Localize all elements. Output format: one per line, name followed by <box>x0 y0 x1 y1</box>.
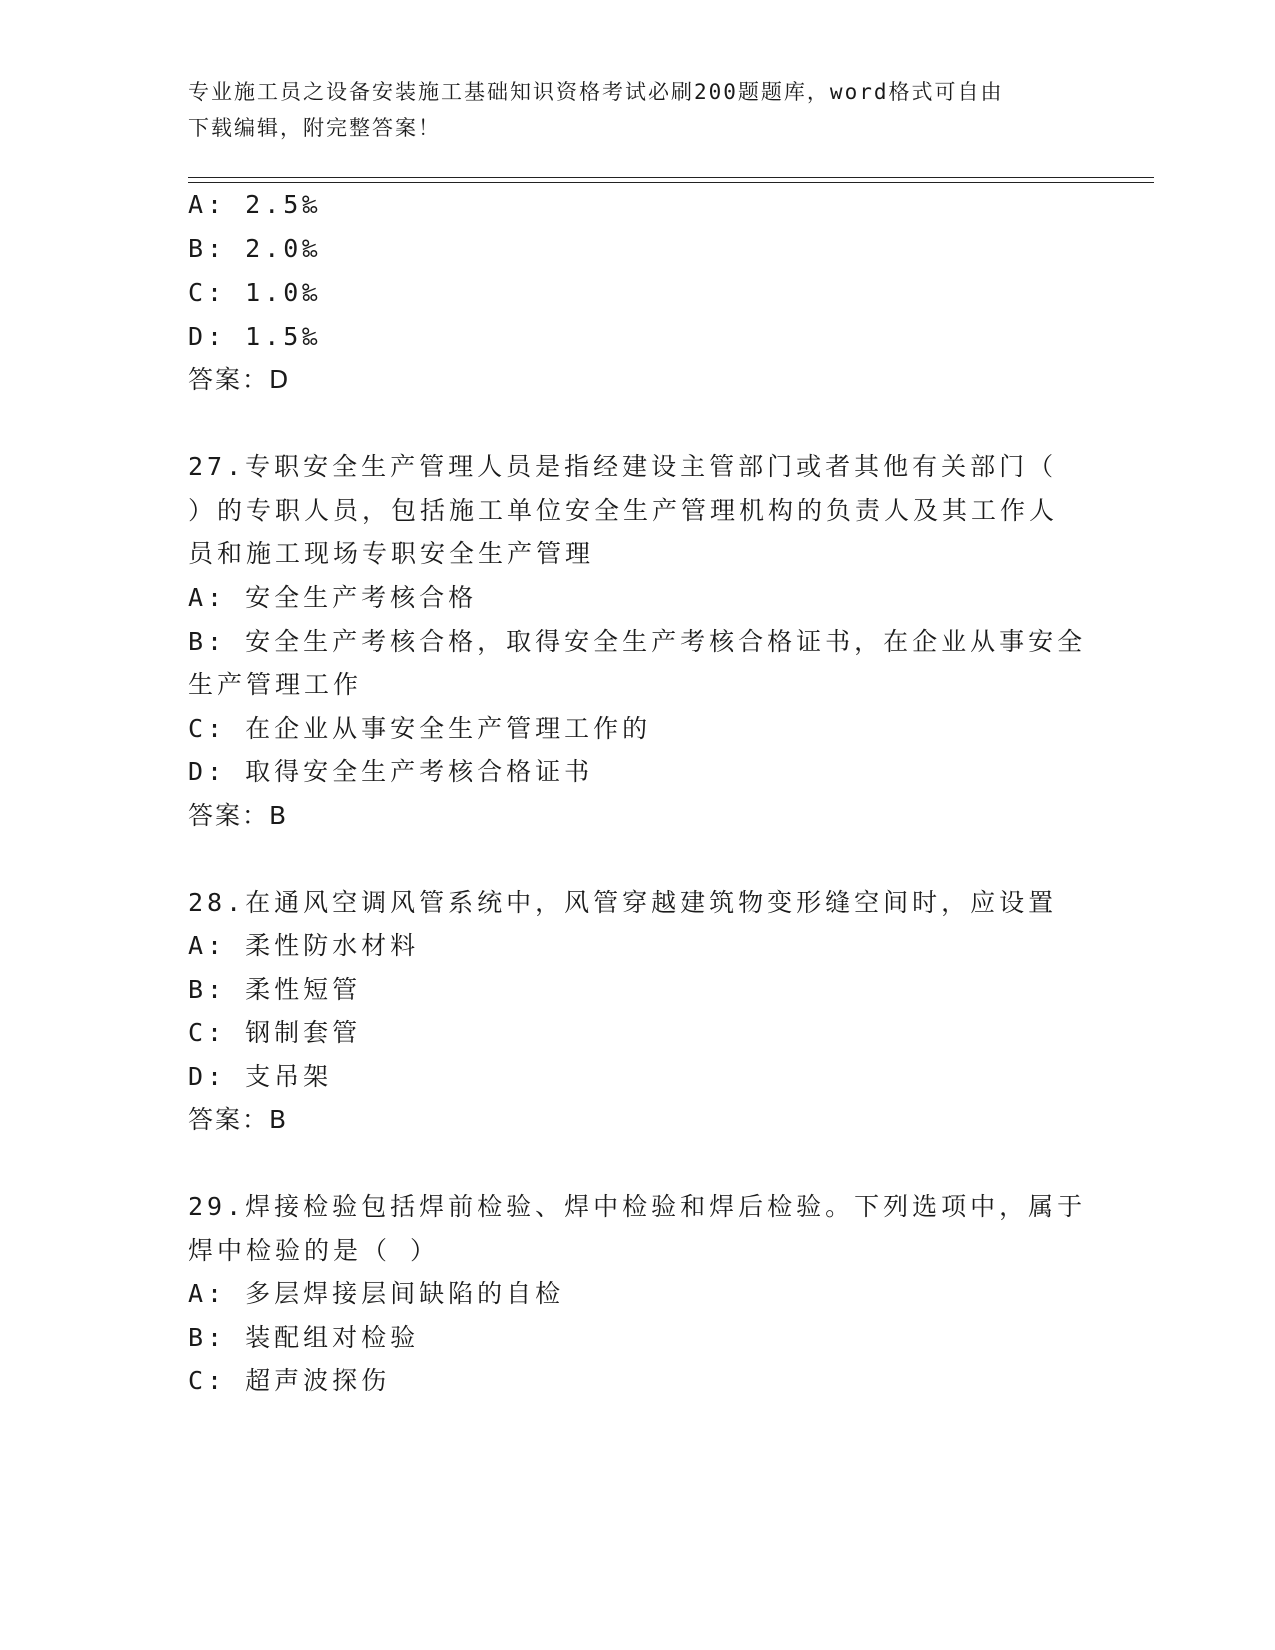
option-a: A: 柔性防水材料 <box>188 931 420 960</box>
option-b-line-1: B: 安全生产考核合格，取得安全生产考核合格证书，在企业从事安全 <box>188 627 1087 656</box>
question-stem-line-1: 29.焊接检验包括焊前检验、焊中检验和焊后检验。下列选项中，属于 <box>188 1192 1087 1221</box>
option-c: C: 超声波探伤 <box>188 1366 391 1395</box>
answer-line: 答案：B <box>188 1105 289 1134</box>
option-d: D: 1.5‰ <box>188 322 322 351</box>
header-title-line-2: 下载编辑，附完整答案！ <box>188 116 441 140</box>
option-a: A: 安全生产考核合格 <box>188 583 478 612</box>
header-title-line-1: 专业施工员之设备安装施工基础知识资格考试必刷200题题库，word格式可自由 <box>188 80 1004 104</box>
option-d: D: 取得安全生产考核合格证书 <box>188 757 594 786</box>
option-c: C: 在企业从事安全生产管理工作的 <box>188 714 652 743</box>
header-divider-top <box>188 177 1154 178</box>
answer-line: 答案：D <box>188 365 291 394</box>
header-divider-bottom <box>188 182 1154 183</box>
option-a: A: 多层焊接层间缺陷的自检 <box>188 1279 565 1308</box>
question-stem-line-3: 员和施工现场专职安全生产管理 <box>188 539 595 568</box>
question-stem-line-1: 27.专职安全生产管理人员是指经建设主管部门或者其他有关部门（ <box>188 452 1058 481</box>
document-header <box>188 74 1068 146</box>
option-b: B: 装配组对检验 <box>188 1323 420 1352</box>
option-a: A: 2.5‰ <box>188 190 322 219</box>
question-stem-line-2: ）的专职人员，包括施工单位安全生产管理机构的负责人及其工作人 <box>188 496 1059 525</box>
option-c: C: 钢制套管 <box>188 1018 362 1047</box>
option-d: D: 支吊架 <box>188 1062 333 1091</box>
option-b: B: 2.0‰ <box>188 234 322 263</box>
option-b-line-2: 生产管理工作 <box>188 670 363 699</box>
option-c: C: 1.0‰ <box>188 278 322 307</box>
question-stem-line-2: 焊中检验的是（ ） <box>188 1236 440 1265</box>
option-b: B: 柔性短管 <box>188 975 362 1004</box>
answer-line: 答案：B <box>188 801 289 830</box>
question-stem-line-1: 28.在通风空调风管系统中，风管穿越建筑物变形缝空间时，应设置 <box>188 888 1058 917</box>
